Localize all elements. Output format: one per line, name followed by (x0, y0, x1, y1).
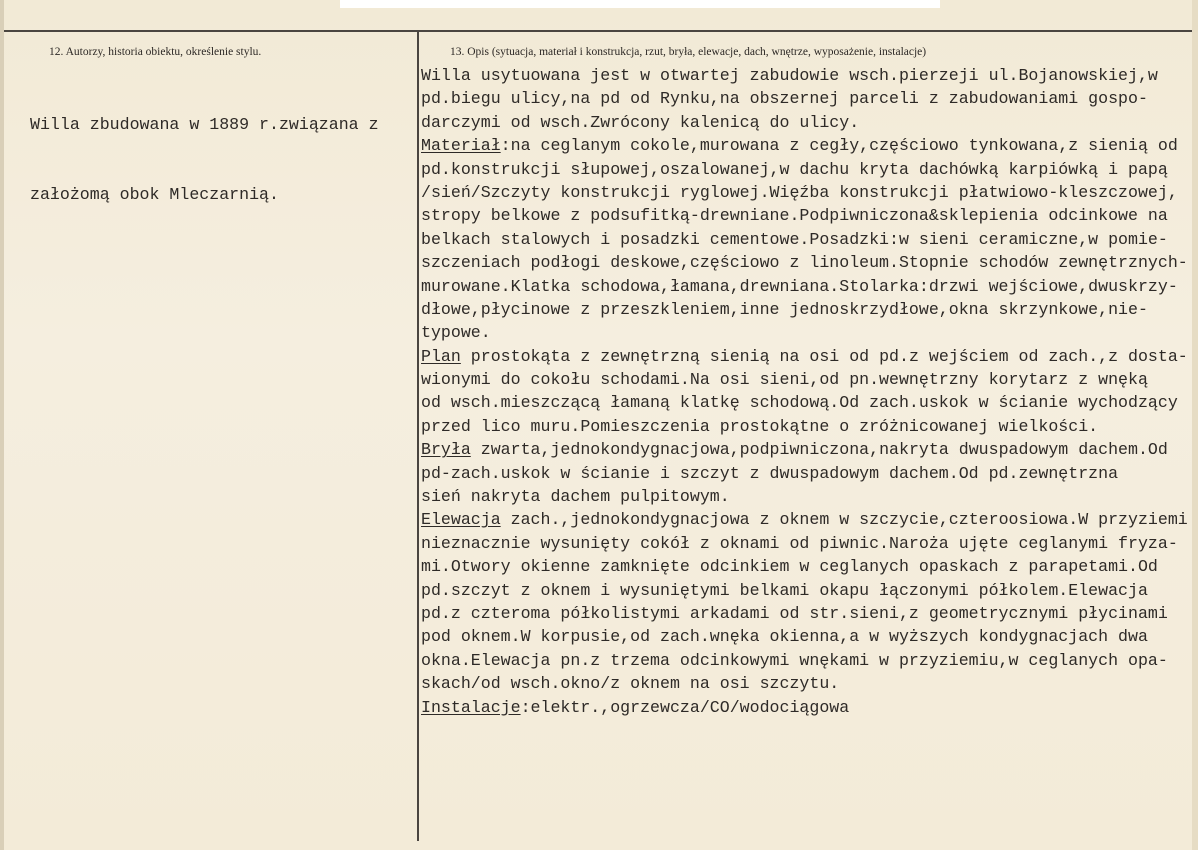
description-line (421, 134, 1188, 157)
description-text: pd.z czteroma półkolistymi arkadami od str.sieni,z geometrycznymi płycinami (421, 603, 1168, 623)
description-text: /sień/Szczyty konstrukcji ryglowej.Więźba konstrukcji płatwiowo-kleszczowej, (421, 182, 1178, 202)
description-text-block (421, 64, 1188, 719)
description-line (421, 415, 1188, 438)
description-line (421, 345, 1188, 368)
header-rule (4, 30, 1192, 32)
description-text: :na ceglanym cokole,murowana z cegły,częściowo tynkowana,z sienią od (500, 136, 1178, 156)
description-text: stropy belkowe z podsufitką-drewniane.Podpiwniczona&sklepienia odcinkowe na (421, 206, 1168, 226)
description-line (421, 391, 1188, 414)
description-text: pd.biegu ulicy,na pd od Rynku,na obszernej parceli z zabudowaniami gospo- (421, 89, 1148, 109)
description-line (421, 64, 1188, 87)
description-text: mi.Otwory okienne zamknięte odcinkiem w ceglanych opaskach z parapetami.Od (421, 557, 1158, 577)
description-text: przed lico muru.Pomieszczenia prostokątne o zróżnicowanej wielkości. (421, 416, 1099, 436)
description-line (421, 532, 1188, 555)
description-line (421, 158, 1188, 181)
description-line (421, 462, 1188, 485)
description-text: okna.Elewacja pn.z trzema odcinkowymi wnękami w przyziemiu,w ceglanych opa- (421, 650, 1168, 670)
history-line: Willa zbudowana w 1889 r.związana z (30, 114, 379, 134)
description-line (421, 485, 1188, 508)
description-line (421, 321, 1188, 344)
description-line (421, 228, 1188, 251)
description-line (421, 204, 1188, 227)
description-text: :elektr.,ogrzewcza/CO/wodociągowa (520, 697, 850, 717)
description-text: pd-zach.uskok w ścianie i szczyt z dwuspadowym dachem.Od pd.zewnętrzna (421, 463, 1119, 483)
description-text: pod oknem.W korpusie,od zach.wnęka okienna,a w wyższych kondygnacjach dwa (421, 627, 1148, 647)
description-line (421, 438, 1188, 461)
description-line (421, 508, 1188, 531)
section-label: Bryła (421, 440, 471, 460)
description-line (421, 555, 1188, 578)
description-text: nieznacznie wysunięty cokół z oknami od piwnic.Naroża ujęte ceglanymi fryza- (421, 533, 1178, 553)
section-label: Elewacja (421, 510, 501, 530)
description-text: od wsch.mieszczącą łamaną klatkę schodową.Od zach.uskok w ścianie wychodzący (421, 393, 1178, 413)
description-line (421, 602, 1188, 625)
section-label: Instalacje (421, 697, 521, 717)
scan-edge-strip (340, 0, 940, 8)
description-text: darczymi od wsch.Zwrócony kalenicą do ulicy. (421, 112, 860, 132)
description-line (421, 181, 1188, 204)
description-line (421, 87, 1188, 110)
description-text: skach/od wsch.okno/z oknem na osi szczytu. (421, 674, 840, 694)
history-line: założomą obok Mleczarnią. (30, 185, 279, 205)
card-left-edge (0, 0, 4, 850)
history-text-block (30, 66, 379, 230)
description-line (421, 298, 1188, 321)
section-label: Materiał (421, 136, 501, 156)
description-text: murowane.Klatka schodowa,łamana,drewniana.Stolarka:drzwi wejściowe,dwuskrzy- (421, 276, 1178, 296)
description-text: pd.konstrukcji słupowej,oszalowanej,w dachu kryta dachówką karpiówką i papą (421, 159, 1168, 179)
description-text: dłowe,płycinowe z przeszkleniem,inne jednoskrzydłowe,okna skrzynkowe,nie- (421, 299, 1148, 319)
section-label: Plan (421, 346, 461, 366)
field-12-heading: 12. Autorzy, historia obiektu, określenie stylu. (49, 46, 262, 58)
description-line (421, 696, 1188, 719)
description-line (421, 625, 1188, 648)
card-right-edge (1192, 0, 1198, 850)
description-line (421, 368, 1188, 391)
field-13-heading: 13. Opis (sytuacja, materiał i konstrukcja, rzut, bryła, elewacje, dach, wnętrze, wyposażenie, instalacje) (450, 46, 927, 58)
description-text: szczeniach podłogi deskowe,częściowo z linoleum.Stopnie schodów zewnętrznych- (421, 253, 1188, 273)
description-line (421, 251, 1188, 274)
description-text: belkach stalowych i posadzki cementowe.Posadzki:w sieni ceramiczne,w pomie- (421, 229, 1168, 249)
description-line (421, 111, 1188, 134)
description-line (421, 649, 1188, 672)
column-divider (417, 31, 419, 841)
description-text: Willa usytuowana jest w otwartej zabudowie wsch.pierzeji ul.Bojanowskiej,w (421, 66, 1158, 85)
description-line (421, 672, 1188, 695)
description-text: pd.szczyt z oknem i wysuniętymi belkami okapu łączonymi półkolem.Elewacja (421, 580, 1148, 600)
description-text: zach.,jednokondygnacjowa z oknem w szczycie,czteroosiowa.W przyziemi (500, 510, 1188, 530)
description-line (421, 579, 1188, 602)
description-text: prostokąta z zewnętrzną sienią na osi od pd.z wejściem od zach.,z dosta- (460, 346, 1188, 366)
description-text: zwarta,jednokondygnacjowa,podpiwniczona,nakryta dwuspadowym dachem.Od (470, 440, 1168, 460)
description-line (421, 275, 1188, 298)
description-text: sień nakryta dachem pulpitowym. (421, 487, 730, 507)
description-text: typowe. (421, 323, 491, 343)
description-text: wionymi do cokołu schodami.Na osi sieni,od pn.wewnętrzny korytarz z wnęką (421, 370, 1148, 390)
